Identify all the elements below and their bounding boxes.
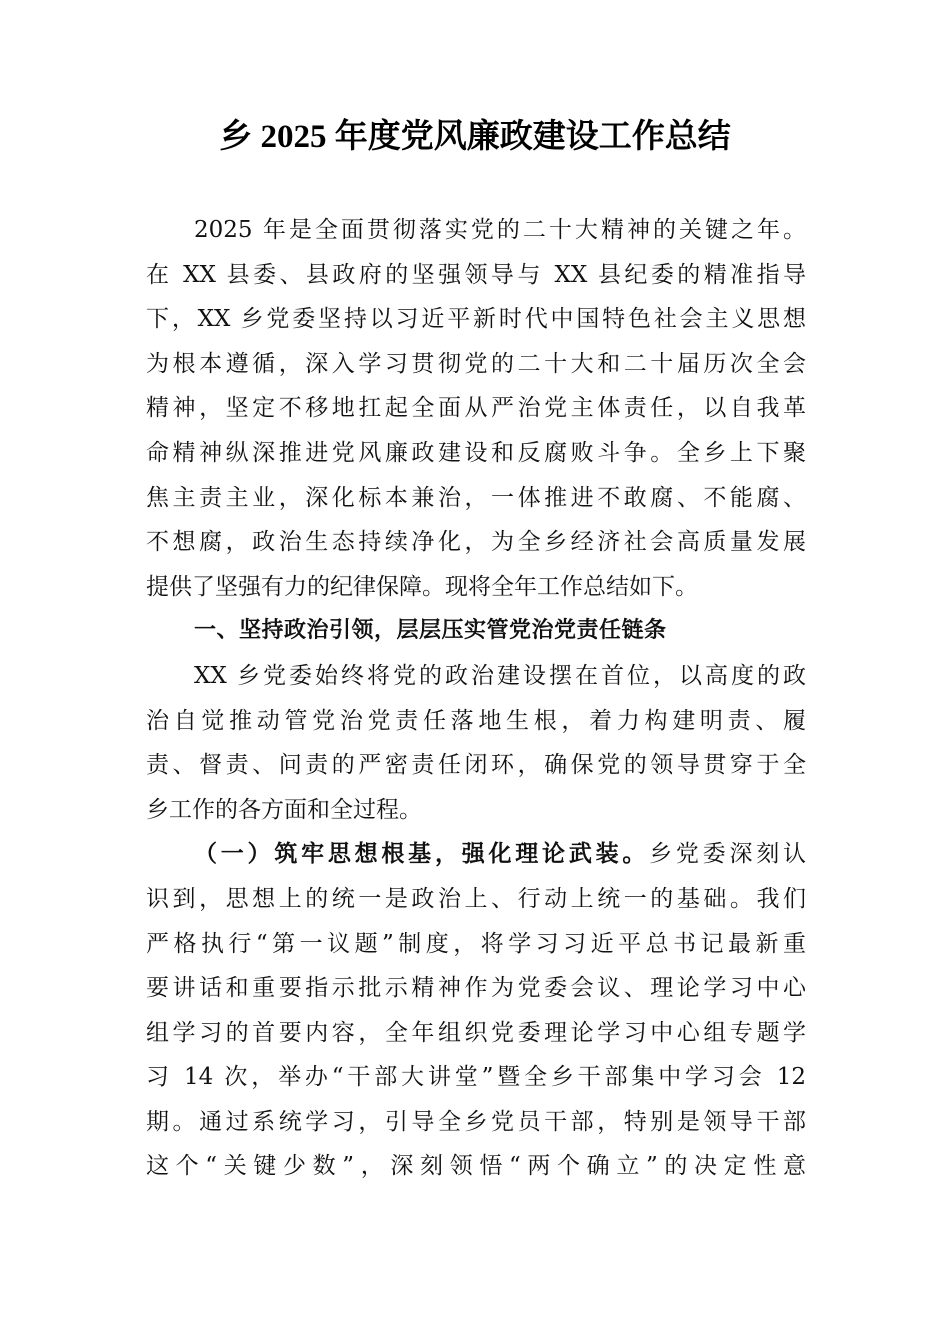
text-line: 严格执行“第一议题”制度，将学习习近平总书记最新重	[146, 930, 806, 957]
text-line: 不想腐，政治生态持续净化，为全乡经济社会高质量发展	[146, 529, 806, 556]
text-line: 识到，思想上的统一是政治上、行动上统一的基础。我们	[146, 885, 806, 912]
text-line: 下，XX 乡党委坚持以习近平新时代中国特色社会主义思想	[146, 306, 806, 333]
document-title: 乡 2025 年度党风廉政建设工作总结	[219, 119, 731, 155]
text-line: 这个“关键少数”，深刻领悟“两个确立”的决定性意	[146, 1153, 806, 1180]
intro-paragraph	[146, 208, 806, 609]
text-line: 在 XX 县委、县政府的坚强领导与 XX 县纪委的精准指导	[146, 261, 806, 288]
text-line: 组学习的首要内容，全年组织党委理论学习中心组专题学	[146, 1019, 806, 1046]
text-line: 提供了坚强有力的纪律保障。现将全年工作总结如下。	[146, 573, 698, 600]
section-paragraph	[146, 654, 806, 832]
subsection-lead: （一）筑牢思想根基，强化理论武装。	[194, 840, 650, 868]
text-line: 命精神纵深推进党风廉政建设和反腐败斗争。全乡上下聚	[146, 439, 806, 466]
section-heading: 一、坚持政治引领，层层压实管党治党责任链条	[194, 618, 667, 644]
subsection-first-line-rest: 乡党委深刻认	[649, 841, 807, 868]
text-line: 期。通过系统学习，引导全乡党员干部，特别是领导干部	[146, 1108, 806, 1135]
text-line: 习 14 次，举办“干部大讲堂”暨全乡干部集中学习会 12	[146, 1064, 806, 1091]
text-line: 乡工作的各方面和全过程。	[146, 796, 422, 823]
subsection-paragraph	[146, 832, 806, 1189]
text-line: 2025 年是全面贯彻落实党的二十大精神的关键之年。	[194, 217, 806, 243]
text-line: 焦主责主业，深化标本兼治，一体推进不敢腐、不能腐、	[146, 484, 806, 511]
document-body	[146, 208, 806, 1189]
text-line	[146, 832, 806, 877]
text-line: XX 乡党委始终将党的政治建设摆在首位，以高度的政	[194, 662, 806, 689]
text-line: 要讲话和重要指示批示精神作为党委会议、理论学习中心	[146, 975, 806, 1002]
text-line: 精神，坚定不移地扛起全面从严治党主体责任，以自我革	[146, 395, 806, 422]
text-line: 为根本遵循，深入学习贯彻党的二十大和二十届历次全会	[146, 350, 806, 377]
text-line: 治自觉推动管党治党责任落地生根，着力构建明责、履	[146, 707, 806, 734]
text-line: 责、督责、问责的严密责任闭环，确保党的领导贯穿于全	[146, 752, 806, 779]
